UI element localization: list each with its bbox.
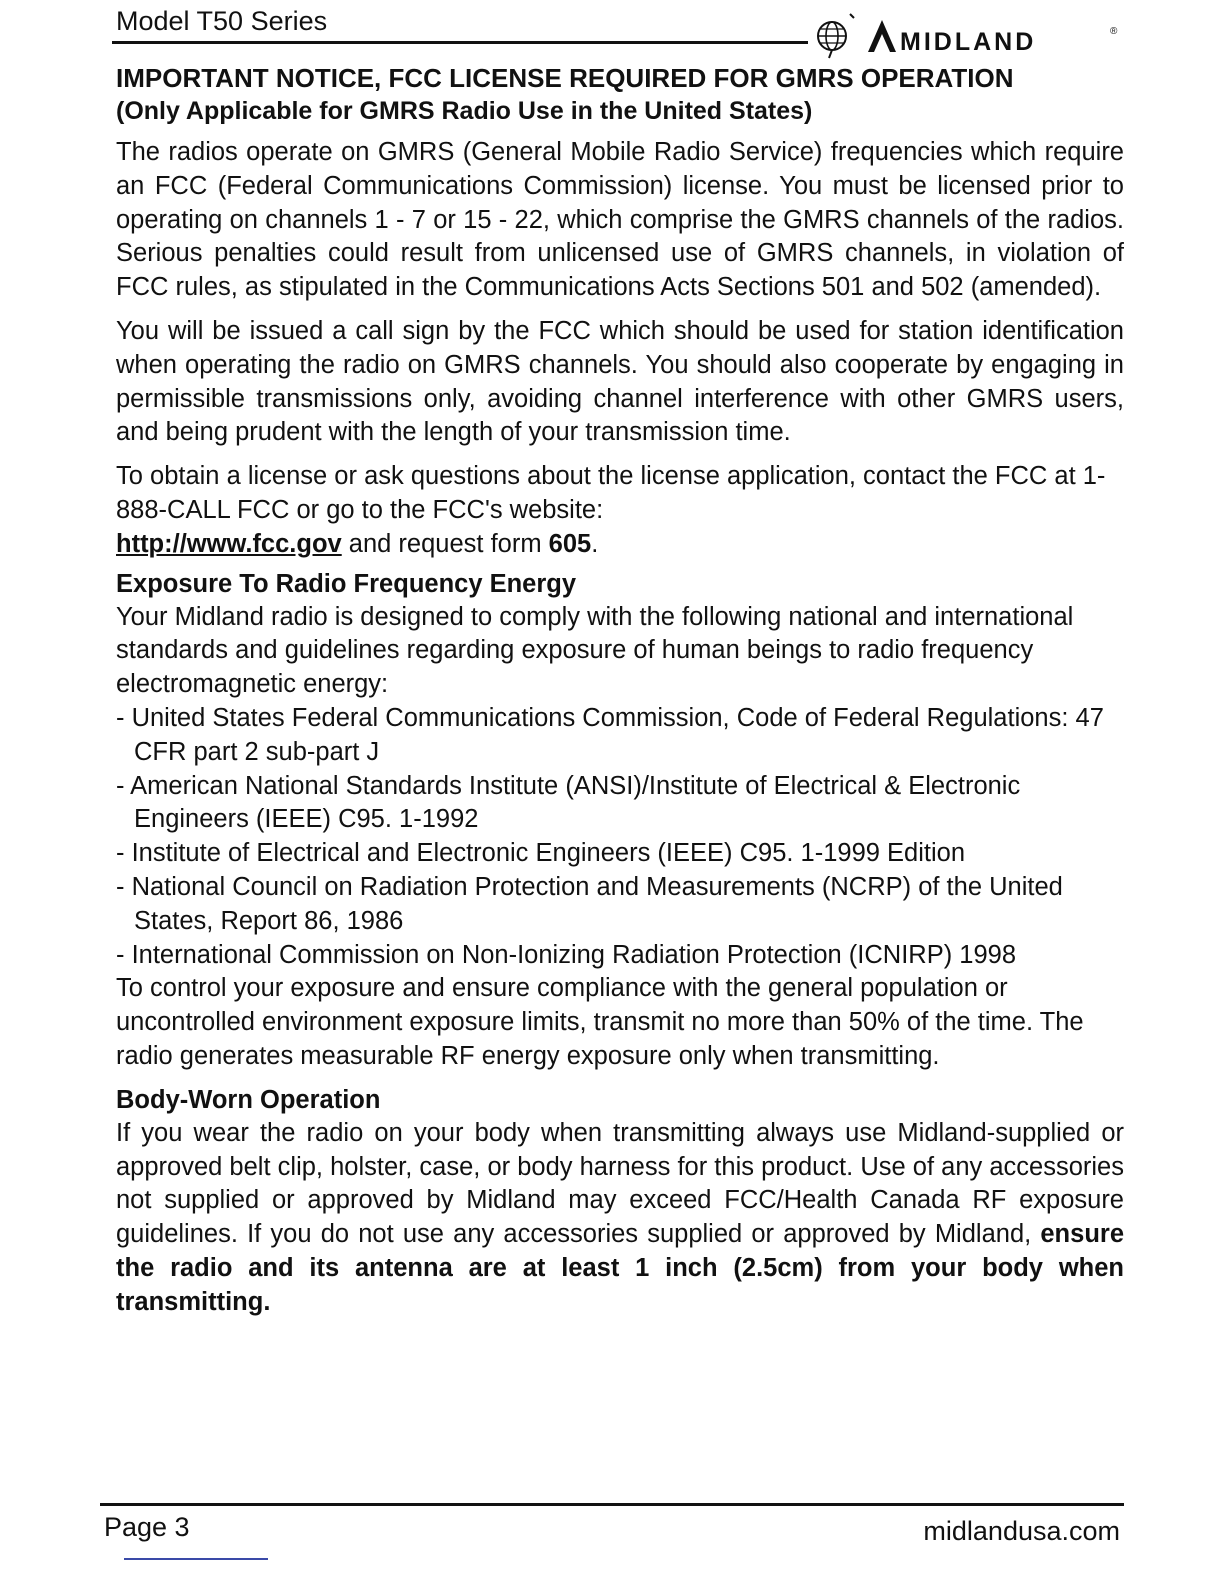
list-item: - International Commission on Non-Ionizing Radiation Protection (ICNIRP) 1998 — [116, 939, 1124, 973]
body-worn-paragraph — [116, 1117, 1124, 1320]
body-worn-text: If you wear the radio on your body when transmitting always use Midland-supplied or approved belt clip, holster, case, or body harness for this product. Use of any accessories not supplied or approved by Midland may exceed FCC/Health Canada RF exposure guidelines. If you do not use any accessories supplied or approved by Midland, — [116, 1118, 1124, 1249]
body-worn-warning: ensure the radio and its antenna are at least 1 inch (2.5cm) from your body when transmitting. — [116, 1220, 1124, 1316]
registered-mark: ® — [1110, 26, 1118, 37]
notice-paragraph-3 — [116, 460, 1124, 561]
page-content — [116, 62, 1124, 1330]
midland-logo — [810, 12, 1130, 60]
fcc-website-link[interactable]: http://www.fcc.gov — [116, 529, 342, 558]
model-series-title: Model T50 Series — [116, 6, 328, 36]
license-contact-text: To obtain a license or ask questions about the license application, contact the FCC at 1-888-CALL FCC or go to the FCC's website: — [116, 462, 1106, 524]
page-number: Page 3 — [104, 1512, 190, 1542]
exposure-intro: Your Midland radio is designed to comply with the following national and international standards and guidelines regarding exposure of human beings to radio frequency electromagnetic energy: — [116, 602, 1074, 699]
brand-name: MIDLAND — [900, 28, 1037, 56]
request-form-text: and request form — [341, 529, 549, 558]
notice-title: IMPORTANT NOTICE, FCC LICENSE REQUIRED FOR GMRS OPERATION — [116, 63, 1014, 93]
exposure-heading: Exposure To Radio Frequency Energy — [116, 569, 577, 598]
scan-mark — [124, 1558, 268, 1560]
body-worn-heading: Body-Worn Operation — [116, 1085, 381, 1114]
standards-list — [116, 702, 1124, 972]
list-item: - National Council on Radiation Protection and Measurements (NCRP) of the United States, Report 86, 1986 — [116, 871, 1124, 939]
footer-rule — [100, 1503, 1124, 1506]
list-item: - Institute of Electrical and Electronic Engineers (IEEE) C95. 1-1999 Edition — [116, 837, 1124, 871]
notice-paragraph-1: The radios operate on GMRS (General Mobile Radio Service) frequencies which require an FCC (Federal Communications Commission) license. You must be licensed prior to operating on channels 1 - 7 or 15 - 22, which comprise the GMRS channels of the radios. Serious penalties could result from unlicensed use of GMRS channels, in violation of FCC rules, as stipulated in the Communications Acts Sections 501 and 502 (amended). — [116, 138, 1124, 302]
globe-icon — [810, 12, 900, 60]
footer-website: midlandusa.com — [923, 1516, 1120, 1546]
notice-subtitle: (Only Applicable for GMRS Radio Use in the United States) — [116, 97, 813, 125]
list-item: - United States Federal Communications Commission, Code of Federal Regulations: 47 CFR part 2 sub-part J — [116, 702, 1124, 770]
period: . — [591, 529, 599, 558]
list-item: - American National Standards Institute (ANSI)/Institute of Electrical & Electronic Engineers (IEEE) C95. 1-1992 — [116, 770, 1124, 838]
exposure-outro: To control your exposure and ensure compliance with the general population or uncontrolled environment exposure limits, transmit no more than 50% of the time. The radio generates measurable RF energy exposure only when transmitting. — [116, 974, 1084, 1070]
notice-paragraph-2: You will be issued a call sign by the FCC which should be used for station identification when operating the radio on GMRS channels. You should also cooperate by engaging in permissible transmissions only, avoiding channel interference with other GMRS users, and being prudent with the length of your transmission time. — [116, 316, 1124, 447]
form-number: 605 — [548, 529, 592, 558]
header-rule — [112, 41, 808, 44]
